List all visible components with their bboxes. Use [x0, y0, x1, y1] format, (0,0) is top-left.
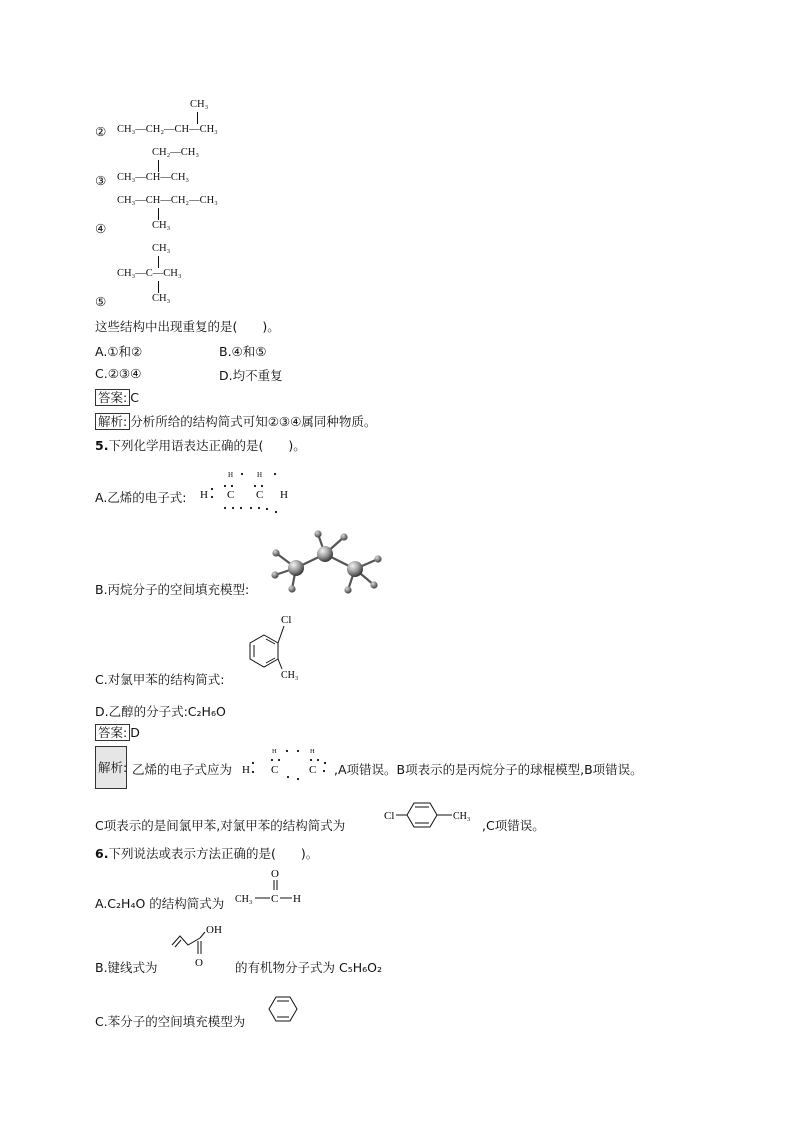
- substituent-top: CH₃: [152, 243, 171, 254]
- hydrogen-top-right: H: [310, 748, 315, 755]
- bond-line: [158, 281, 159, 293]
- q5-stem: [95, 436, 306, 454]
- carbon-2: C: [309, 764, 317, 776]
- substituent-bottom: CH₃: [152, 220, 171, 231]
- bond-line: [158, 160, 159, 172]
- chlorine-label: Cl: [384, 810, 395, 822]
- substituent-top: CH₃: [190, 99, 209, 110]
- hydrogen-left: H: [200, 489, 208, 501]
- q5-option-c: C.对氯甲苯的结构简式:: [95, 672, 225, 687]
- hydrogen-top-right: H: [257, 471, 263, 479]
- answer-label: 答案:: [95, 389, 130, 406]
- bond-line: [197, 112, 198, 124]
- para-chlorotoluene-structure: [384, 800, 480, 830]
- q6-option-c: C.苯分子的空间填充模型为: [95, 1014, 246, 1029]
- carbon-label: C: [271, 893, 279, 905]
- acetaldehyde-structure: [234, 866, 314, 906]
- question-text: 下列说法或表示方法正确的是( )。: [108, 846, 319, 861]
- hydrogen-right: H: [280, 489, 288, 501]
- question-number: 6.: [95, 846, 109, 861]
- q4-question: 这些结构中出现重复的是( )。: [95, 319, 280, 334]
- q4-option-b: B.④和⑤: [219, 344, 267, 359]
- q5-option-b: B.丙烷分子的空间填充模型:: [95, 582, 250, 597]
- substituent-bottom: CH₃: [152, 293, 171, 304]
- hydroxyl-label: OH: [206, 924, 222, 936]
- q6-option-b-suffix: 的有机物分子式为 C₅H₆O₂: [235, 960, 382, 975]
- q5-answer: [95, 723, 140, 741]
- item-number: ③: [95, 173, 107, 188]
- methyl-label: CH₃: [235, 894, 253, 905]
- meta-chlorotoluene-structure: [244, 610, 310, 684]
- answer-value: C: [130, 390, 139, 405]
- bond-line: [158, 256, 159, 268]
- q5-analysis-line1-prefix: 乙烯的电子式应为: [132, 762, 233, 777]
- q6-option-a: A.C₂H₄O 的结构简式为: [95, 896, 225, 911]
- analysis-label: 解析:: [95, 413, 130, 430]
- benzene-structure: [268, 995, 298, 1023]
- carbon-1: C: [271, 764, 279, 776]
- q5-analysis-label-box: [95, 746, 127, 786]
- question-number: 5.: [95, 438, 109, 453]
- hydrogen-top-left: H: [228, 471, 234, 479]
- q5-analysis-line2: C项表示的是间氯甲苯,对氯甲苯的结构简式为: [95, 818, 346, 833]
- carbon-1: C: [227, 489, 235, 501]
- question-text: 下列化学用语表达正确的是( )。: [108, 438, 306, 453]
- chlorine-label: Cl: [281, 614, 292, 626]
- oxygen-label: O: [271, 868, 279, 880]
- item-number: ②: [95, 124, 107, 139]
- main-chain: CH₃—CH—CH₂—CH₃: [117, 195, 218, 206]
- methyl-label: CH₃: [281, 670, 299, 681]
- substituent-top: CH₂—CH₃: [152, 147, 199, 158]
- methyl-label: CH₃: [453, 811, 471, 822]
- bond-line: [158, 208, 159, 220]
- analysis-text: 分析所给的结构简式可知②③④属同种物质。: [130, 414, 377, 429]
- q4-option-a: A.①和②: [95, 344, 143, 359]
- item-number: ④: [95, 221, 107, 236]
- q4-option-c: C.②③④: [95, 366, 142, 381]
- answer-value: D: [130, 725, 140, 740]
- q5-option-d: D.乙醇的分子式:C₂H₆O: [95, 704, 226, 719]
- q4-answer: [95, 388, 139, 406]
- q6-stem: [95, 844, 318, 862]
- q5-analysis-line2-suffix: ,C项错误。: [482, 818, 545, 833]
- hydrogen-top-left: H: [272, 748, 277, 755]
- q4-option-d: D.均不重复: [219, 368, 283, 383]
- q5-option-a: A.乙烯的电子式:: [95, 490, 187, 505]
- oxygen-label: O: [195, 957, 203, 969]
- analysis-label: 解析:: [95, 746, 127, 789]
- main-chain: CH₃—CH—CH₃: [117, 172, 190, 183]
- hydrogen-left: H: [242, 764, 250, 776]
- hydrogen-label: H: [293, 893, 301, 905]
- answer-label: 答案:: [95, 724, 130, 741]
- carbon-2: C: [256, 489, 264, 501]
- q5-analysis-line1-suffix: ,A项错误。B项表示的是丙烷分子的球棍模型,B项错误。: [334, 762, 643, 777]
- ethylene-electron-formula: [196, 468, 296, 514]
- main-chain: CH₃—C—CH₃: [117, 268, 182, 279]
- ethylene-electron-formula-correct: [240, 745, 344, 785]
- main-chain: CH₃—CH₂—CH—CH₃: [117, 124, 218, 135]
- bond-line-formula: [168, 920, 234, 970]
- item-number: ⑤: [95, 294, 107, 309]
- q4-analysis: [95, 412, 376, 430]
- propane-ball-stick-model: [266, 526, 388, 598]
- q6-option-b-prefix: B.键线式为: [95, 960, 158, 975]
